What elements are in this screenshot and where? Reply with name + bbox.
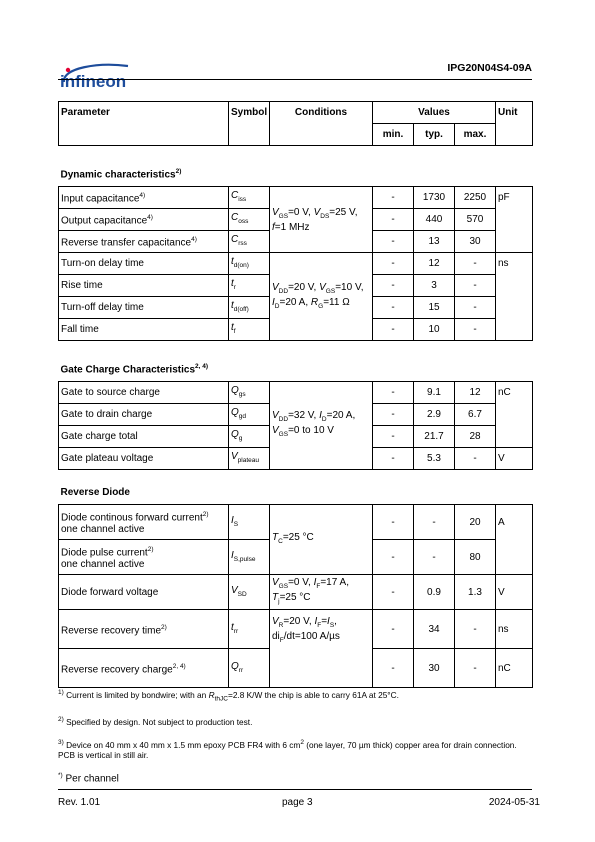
- max-cell: 6.7: [455, 404, 496, 426]
- footnote-2: $^{2)}$ Specified by design. Not subject to production test.: [58, 716, 253, 728]
- symbol-cell: $Q_{gd}$: [229, 404, 270, 426]
- typ-cell: 1730: [414, 187, 455, 209]
- table-row: [59, 253, 533, 275]
- conditions-cell: $V_{GS}=0$ V, $I_F=17$ A, $T_j=25$ °C: [270, 575, 373, 610]
- symbol-cell: $Q_g$: [229, 426, 270, 448]
- param-cell: Diode forward voltage: [59, 575, 229, 610]
- typ-cell: 2.9: [414, 404, 455, 426]
- header-parameter: Parameter: [59, 102, 229, 146]
- param-cell: Reverse recovery time$^{2)}$: [59, 610, 229, 649]
- param-cell: Gate to source charge: [59, 382, 229, 404]
- logo-text: infineon: [60, 72, 127, 91]
- max-cell: 12: [455, 382, 496, 404]
- section-title-dynamic: Dynamic characteristics$^{2)}$: [59, 146, 533, 187]
- max-cell: 20: [455, 505, 496, 540]
- footer-revision: Rev. 1.01: [58, 797, 101, 808]
- symbol-cell: $t_f$: [229, 319, 270, 341]
- max-cell: 570: [455, 209, 496, 231]
- min-cell: -: [373, 426, 414, 448]
- typ-cell: 5.3: [414, 448, 455, 470]
- param-cell: Gate plateau voltage: [59, 448, 229, 470]
- param-cell: Reverse transfer capacitance$^{4)}$: [59, 231, 229, 253]
- symbol-cell: $t_{d(off)}$: [229, 297, 270, 319]
- unit-cell: V: [496, 448, 533, 470]
- max-cell: 1.3: [455, 575, 496, 610]
- min-cell: -: [373, 275, 414, 297]
- max-cell: -: [455, 649, 496, 688]
- header-min: min.: [373, 124, 414, 146]
- typ-cell: -: [414, 505, 455, 540]
- min-cell: -: [373, 404, 414, 426]
- min-cell: -: [373, 540, 414, 575]
- footer-rule: [58, 789, 532, 790]
- min-cell: -: [373, 382, 414, 404]
- unit-cell: nC: [496, 382, 533, 448]
- typ-cell: 30: [414, 649, 455, 688]
- footnote-4: *) Per channel: [58, 771, 119, 785]
- min-cell: -: [373, 253, 414, 275]
- param-cell: Diode pulse current$^{2)}$ one channel active: [59, 540, 229, 575]
- min-cell: -: [373, 187, 414, 209]
- symbol-cell: $C_{iss}$: [229, 187, 270, 209]
- infineon-logo-graphic: [58, 60, 148, 100]
- footnotes: [58, 688, 532, 795]
- infineon-logo: [58, 60, 148, 100]
- symbol-cell: $C_{oss}$: [229, 209, 270, 231]
- header-symbol: Symbol: [229, 102, 270, 146]
- header-typ: typ.: [414, 124, 455, 146]
- header-max: max.: [455, 124, 496, 146]
- min-cell: -: [373, 209, 414, 231]
- typ-cell: -: [414, 540, 455, 575]
- max-cell: 30: [455, 231, 496, 253]
- table-row: [59, 505, 533, 540]
- conditions-cell: $V_R=20$ V, $I_F=I_S$, $di_F/dt=100$ A/µs: [270, 610, 373, 688]
- symbol-cell: $Q_{gs}$: [229, 382, 270, 404]
- footer-page-number: page 3: [282, 797, 313, 808]
- symbol-cell: $V_{SD}$: [229, 575, 270, 610]
- unit-cell: ns: [496, 253, 533, 341]
- unit-cell: A: [496, 505, 533, 575]
- unit-cell: V: [496, 575, 533, 610]
- typ-cell: 10: [414, 319, 455, 341]
- section-title-reverse-diode: Reverse Diode: [59, 470, 533, 505]
- min-cell: -: [373, 649, 414, 688]
- footer-date: 2024-05-31: [488, 797, 540, 808]
- param-cell: Rise time: [59, 275, 229, 297]
- min-cell: -: [373, 610, 414, 649]
- max-cell: 2250: [455, 187, 496, 209]
- unit-cell: ns: [496, 610, 533, 649]
- part-number: IPG20N04S4-09A: [447, 62, 532, 74]
- param-cell: Gate charge total: [59, 426, 229, 448]
- header-unit: Unit: [496, 102, 533, 146]
- header-values: Values: [373, 102, 496, 124]
- conditions-cell: $V_{GS}=0$ V, $V_{DS}=25$ V, f=1 MHz: [270, 187, 373, 253]
- typ-cell: 9.1: [414, 382, 455, 404]
- min-cell: -: [373, 319, 414, 341]
- unit-cell: nC: [496, 649, 533, 688]
- max-cell: -: [455, 275, 496, 297]
- max-cell: -: [455, 253, 496, 275]
- characteristics-table: [58, 101, 533, 688]
- section-row: [59, 470, 533, 505]
- min-cell: -: [373, 505, 414, 540]
- conditions-cell: $V_{DD}=32$ V, $I_D=20$ A, $V_{GS}=0$ to 10 V: [270, 382, 373, 470]
- header-rule: [58, 79, 532, 80]
- symbol-cell: $V_{plateau}$: [229, 448, 270, 470]
- typ-cell: 21.7: [414, 426, 455, 448]
- symbol-cell: $t_{rr}$: [229, 610, 270, 649]
- typ-cell: 34: [414, 610, 455, 649]
- typ-cell: 440: [414, 209, 455, 231]
- symbol-cell: $t_r$: [229, 275, 270, 297]
- section-row: [59, 146, 533, 187]
- table-row: [59, 187, 533, 209]
- max-cell: 80: [455, 540, 496, 575]
- symbol-cell: $t_{d(on)}$: [229, 253, 270, 275]
- min-cell: -: [373, 448, 414, 470]
- typ-cell: 3: [414, 275, 455, 297]
- table-row: [59, 575, 533, 610]
- typ-cell: 15: [414, 297, 455, 319]
- header-conditions: Conditions: [270, 102, 373, 146]
- footnote-1: $^{1)}$ Current is limited by bondwire; with an $R_{thJC}=2.8$ K/W the chip is able to carry 61A at 25°C.: [58, 689, 399, 703]
- max-cell: -: [455, 319, 496, 341]
- max-cell: -: [455, 297, 496, 319]
- typ-cell: 12: [414, 253, 455, 275]
- unit-cell: pF: [496, 187, 533, 253]
- param-cell: Turn-on delay time: [59, 253, 229, 275]
- param-cell: Diode continous forward current$^{2)}$ one channel active: [59, 505, 229, 540]
- footnote-3: $^{3)}$ Device on 40 mm x 40 mm x 1.5 mm epoxy PCB FR4 with 6 $cm^2$ (one layer, 70 µm thick) copper area for drain connection. PCB is vertical in still air.: [58, 739, 517, 760]
- table-row: [59, 382, 533, 404]
- section-row: [59, 341, 533, 382]
- min-cell: -: [373, 297, 414, 319]
- conditions-cell: $T_C=25$ °C: [270, 505, 373, 575]
- typ-cell: 0.9: [414, 575, 455, 610]
- param-cell: Reverse recovery charge$^{2, 4)}$: [59, 649, 229, 688]
- min-cell: -: [373, 575, 414, 610]
- min-cell: -: [373, 231, 414, 253]
- max-cell: 28: [455, 426, 496, 448]
- symbol-cell: $I_S$: [229, 505, 270, 540]
- param-cell: Fall time: [59, 319, 229, 341]
- symbol-cell: $I_{S,pulse}$: [229, 540, 270, 575]
- table-header-row: [59, 102, 533, 124]
- typ-cell: 13: [414, 231, 455, 253]
- param-cell: Turn-off delay time: [59, 297, 229, 319]
- section-title-gate-charge: Gate Charge Characteristics$^{2, 4)}$: [59, 341, 533, 382]
- conditions-cell: $V_{DD}=20$ V, $V_{GS}=10$ V, $I_D=20$ A, $R_G=11$ Ω: [270, 253, 373, 341]
- table-row: [59, 610, 533, 649]
- param-cell: Input capacitance$^{4)}$: [59, 187, 229, 209]
- symbol-cell: $C_{rss}$: [229, 231, 270, 253]
- symbol-cell: $Q_{rr}$: [229, 649, 270, 688]
- max-cell: -: [455, 610, 496, 649]
- param-cell: Gate to drain charge: [59, 404, 229, 426]
- max-cell: -: [455, 448, 496, 470]
- param-cell: Output capacitance$^{4)}$: [59, 209, 229, 231]
